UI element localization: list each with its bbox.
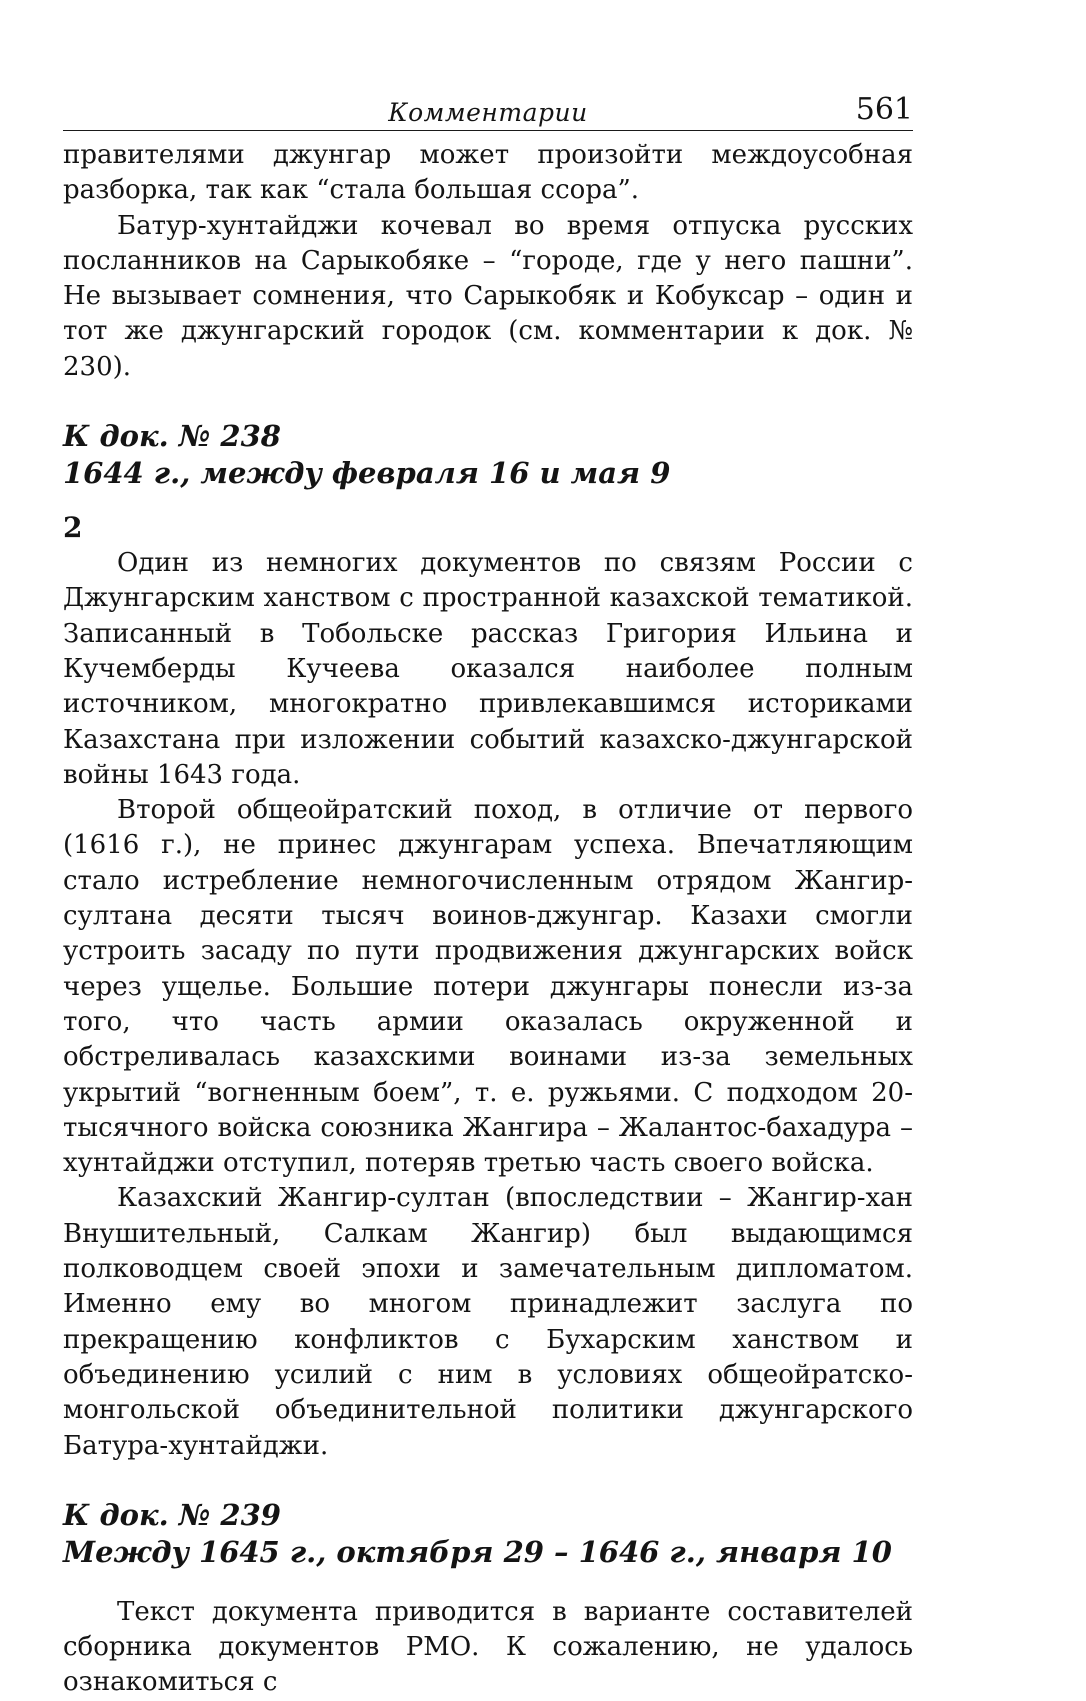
paragraph: Казахский Жангир-султан (впоследствии – Жангир-хан Внушительный, Салкам Жангир) был выдающимся полководцем своей эпохи и замечательным дипломатом. Именно ему во многом принадлежит заслуга по прекращению конфликтов с Бухарским ханством и объединению усилий с ним в условиях общеойратско-монгольской объединительной политики джунгарского Батура-хунтайджи. <box>63 1183 913 1461</box>
running-header <box>63 86 913 131</box>
section-heading-239 <box>63 1497 913 1571</box>
paragraph: Текст документа приводится в варианте составителей сборника документов РМО. К сожалению, не удалось ознакомиться с <box>63 1596 913 1698</box>
document-page <box>63 86 913 1701</box>
section-heading-date: Между 1645 г., октября 29 – 1646 г., января 10 <box>63 1534 892 1569</box>
page-number: 561 <box>855 92 913 127</box>
document-body <box>63 131 913 1701</box>
section-heading-date: 1644 г., между февраля 16 и мая 9 <box>63 456 671 491</box>
running-title: Комментарии <box>388 98 588 127</box>
paragraph-continuation: правителями джунгар может произойти междоусобная разборка, так как “стала большая ссора”. <box>63 140 913 206</box>
comment-number: 2 <box>63 511 83 545</box>
section-heading-238 <box>63 418 913 492</box>
paragraph: Батур-хунтайджи кочевал во время отпуска русских посланников на Сарыкобяке – “городе, где у него пашни”. Не вызывает сомнения, что Сарыкобяк и Кобуксар – один и тот же джунгарский городок (см. комментарии к док. № 230). <box>63 210 913 382</box>
paragraph: Один из немногих документов по связям России с Джунгарским ханством с пространной казахской тематикой. Записанный в Тобольске рассказ Григория Ильина и Кучемберды Кучеева оказался наиболее полным источником, многократно привлекавшимся историками Казахстана при изложении событий казахско-джунгарской войны 1643 года. <box>63 548 913 790</box>
paragraph: Второй общеойратский поход, в отличие от первого (1616 г.), не принес джунгарам успеха. Впечатляющим стало истребление немногочисленным отрядом Жангир-султана десяти тысяч воинов-джунгар. Казахи смогли устроить засаду по пути продвижения джунгарских войск через ущелье. Большие потери джунгары понесли из-за того, что часть армии оказалась окруженной и обстреливалась казахскими воинами из-за земельных укрытий “вогненным боем”, т. е. ружьями. С подходом 20-тысячного войска союзника Жангира – Жалантос-бахадура – хунтайджи отступил, потеряв третью часть своего войска. <box>63 795 913 1179</box>
section-heading-line: К док. № 238 <box>63 419 281 454</box>
section-heading-line: К док. № 239 <box>63 1497 281 1532</box>
